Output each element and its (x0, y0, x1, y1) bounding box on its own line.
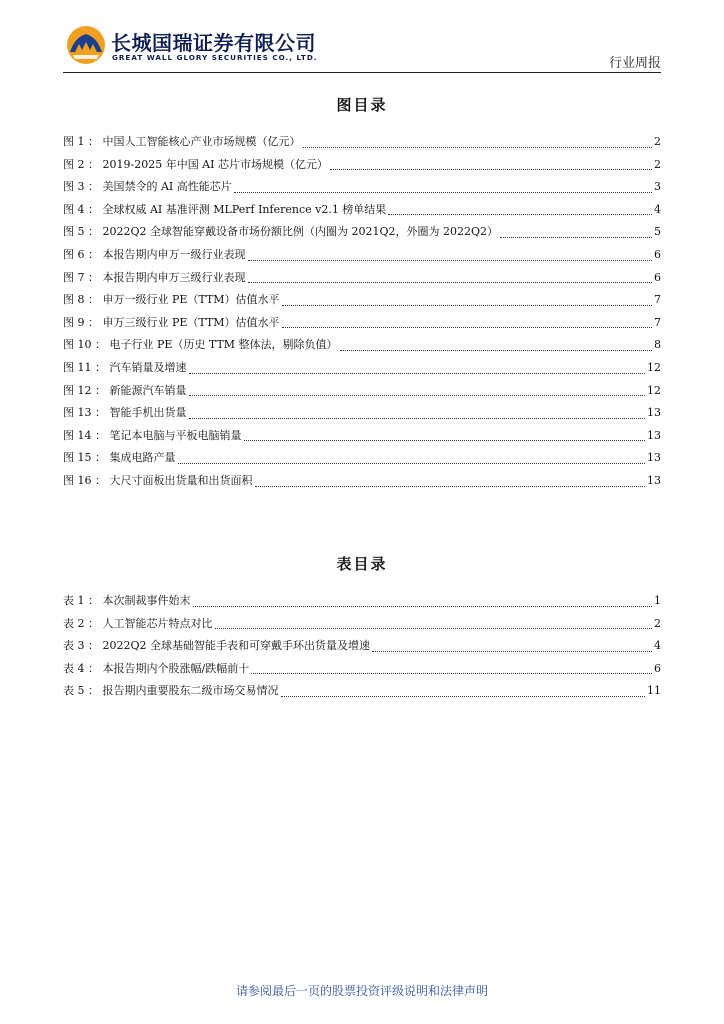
toc-dot-leader (251, 672, 652, 674)
toc-entry[interactable] (63, 382, 661, 405)
toc-entry[interactable] (63, 427, 661, 450)
toc-entry-page[interactable]: 2 (654, 157, 661, 171)
toc-entry-page[interactable]: 8 (654, 338, 661, 352)
toc-entry-page[interactable]: 2 (654, 135, 661, 148)
company-name-cn: 长城国瑞证券有限公司 (111, 31, 316, 55)
toc-entry-page[interactable]: 6 (654, 270, 661, 284)
toc-entry-label[interactable]: 图 15 ： 集成电路产量 (63, 451, 176, 465)
toc-entry-page[interactable]: 11 (647, 684, 661, 698)
toc-entry-page[interactable]: 7 (654, 315, 661, 329)
toc-entry[interactable] (63, 133, 661, 156)
toc-entry[interactable] (63, 472, 661, 495)
toc-entry[interactable] (63, 246, 661, 269)
toc-dot-leader (178, 462, 646, 464)
header-divider (63, 72, 661, 73)
toc-dot-leader (189, 417, 646, 419)
toc-dot-leader (281, 695, 646, 697)
toc-entry[interactable] (63, 359, 661, 382)
toc-entry[interactable] (63, 660, 661, 683)
toc-dot-leader (340, 349, 652, 351)
toc-entry-label[interactable]: 表 1 ： 本次制裁事件始末 (63, 594, 191, 607)
tables-toc-title: 表目录 (336, 555, 388, 573)
toc-entry-page[interactable]: 12 (647, 360, 661, 374)
toc-entry-label[interactable]: 图 5 ： 2022Q2 全球智能穿戴设备市场份额比例（内圈为 2021Q2，外圈为 2022Q2） (63, 225, 499, 239)
toc-entry-label[interactable]: 图 16 ： 大尺寸面板出货量和出货面积 (63, 473, 253, 487)
toc-dot-leader (189, 372, 646, 374)
toc-entry-label[interactable]: 图 9 ： 申万三级行业 PE（TTM）估值水平 (63, 315, 280, 329)
toc-entry[interactable] (63, 637, 661, 660)
toc-entry-page[interactable]: 1 (654, 594, 661, 607)
toc-entry[interactable] (63, 449, 661, 472)
toc-dot-leader (372, 650, 652, 652)
toc-dot-leader (330, 168, 652, 170)
toc-dot-leader (248, 281, 653, 283)
toc-dot-leader (244, 439, 646, 441)
tables-toc-list (63, 592, 661, 705)
toc-dot-leader (248, 259, 653, 261)
toc-entry[interactable] (63, 404, 661, 427)
toc-entry-label[interactable]: 图 2 ： 2019-2025 年中国 AI 芯片市场规模（亿元） (63, 157, 328, 171)
toc-dot-leader (282, 304, 652, 306)
toc-entry[interactable] (63, 291, 661, 314)
toc-entry-page[interactable]: 4 (654, 202, 661, 216)
toc-dot-leader (193, 605, 653, 607)
toc-entry-page[interactable]: 13 (647, 451, 661, 465)
toc-entry-label[interactable]: 表 3 ： 2022Q2 全球基础智能手表和可穿戴手环出货量及增速 (63, 639, 370, 653)
toc-entry-label[interactable]: 表 4 ： 本报告期内个股涨幅/跌幅前十 (63, 661, 250, 675)
company-name-en: GREAT WALL GLORY SECURITIES CO., LTD. (112, 53, 318, 62)
toc-dot-leader (255, 485, 646, 487)
toc-entry-label[interactable]: 图 6 ： 本报告期内申万一级行业表现 (63, 247, 246, 261)
toc-entry-page[interactable]: 4 (654, 639, 661, 653)
figures-toc-title: 图目录 (336, 96, 388, 114)
toc-entry[interactable] (63, 269, 661, 292)
toc-entry-page[interactable]: 13 (647, 473, 661, 487)
toc-entry[interactable] (63, 178, 661, 201)
report-type: 行业周报 (608, 56, 661, 71)
toc-entry-label[interactable]: 图 4 ： 全球权威 AI 基准评测 MLPerf Inference v2.1 榜单结果 (63, 202, 387, 216)
toc-entry-page[interactable]: 2 (654, 616, 661, 630)
toc-entry[interactable] (63, 336, 661, 359)
toc-entry-label[interactable]: 图 11 ： 汽车销量及增速 (63, 360, 187, 374)
toc-entry-label[interactable]: 图 3 ： 美国禁令的 AI 高性能芯片 (63, 180, 232, 194)
toc-entry-page[interactable]: 13 (647, 428, 661, 442)
toc-entry[interactable] (63, 223, 661, 246)
toc-entry-label[interactable]: 图 13 ： 智能手机出货量 (63, 406, 187, 420)
toc-entry[interactable] (63, 201, 661, 224)
toc-entry-label[interactable]: 图 1 ： 中国人工智能核心产业市场规模（亿元） (63, 135, 301, 148)
toc-entry[interactable] (63, 592, 661, 615)
toc-entry-page[interactable]: 6 (654, 661, 661, 675)
toc-entry-label[interactable]: 图 12 ： 新能源汽车销量 (63, 383, 187, 397)
toc-dot-leader (189, 394, 646, 396)
toc-entry[interactable] (63, 682, 661, 705)
toc-dot-leader (388, 213, 652, 215)
toc-entry-page[interactable]: 5 (654, 225, 661, 239)
toc-entry-page[interactable]: 7 (654, 293, 661, 307)
toc-entry-page[interactable]: 12 (647, 383, 661, 397)
toc-entry-page[interactable]: 13 (647, 406, 661, 420)
toc-entry-page[interactable]: 3 (654, 180, 661, 194)
toc-dot-leader (215, 627, 653, 629)
toc-dot-leader (500, 236, 652, 238)
toc-entry-label[interactable]: 图 8 ： 申万一级行业 PE（TTM）估值水平 (63, 293, 280, 307)
toc-entry[interactable] (63, 156, 661, 179)
great-wall-glory-logo-icon (66, 25, 106, 65)
toc-entry[interactable] (63, 615, 661, 638)
toc-dot-leader (303, 146, 653, 148)
footer-disclaimer: 请参阅最后一页的股票投资评级说明和法律声明 (235, 984, 488, 998)
toc-entry-page[interactable]: 6 (654, 247, 661, 261)
toc-entry-label[interactable]: 表 5 ： 报告期内重要股东二级市场交易情况 (63, 684, 279, 698)
toc-dot-leader (234, 191, 652, 193)
toc-entry[interactable] (63, 314, 661, 337)
figures-toc-list (63, 133, 661, 495)
toc-entry-label[interactable]: 图 14 ： 笔记本电脑与平板电脑销量 (63, 428, 242, 442)
toc-entry-label[interactable]: 图 10 ： 电子行业 PE（历史 TTM 整体法，剔除负值） (63, 338, 338, 352)
toc-entry-label[interactable]: 表 2 ： 人工智能芯片特点对比 (63, 616, 213, 630)
toc-entry-label[interactable]: 图 7 ： 本报告期内申万三级行业表现 (63, 270, 246, 284)
toc-dot-leader (282, 326, 652, 328)
